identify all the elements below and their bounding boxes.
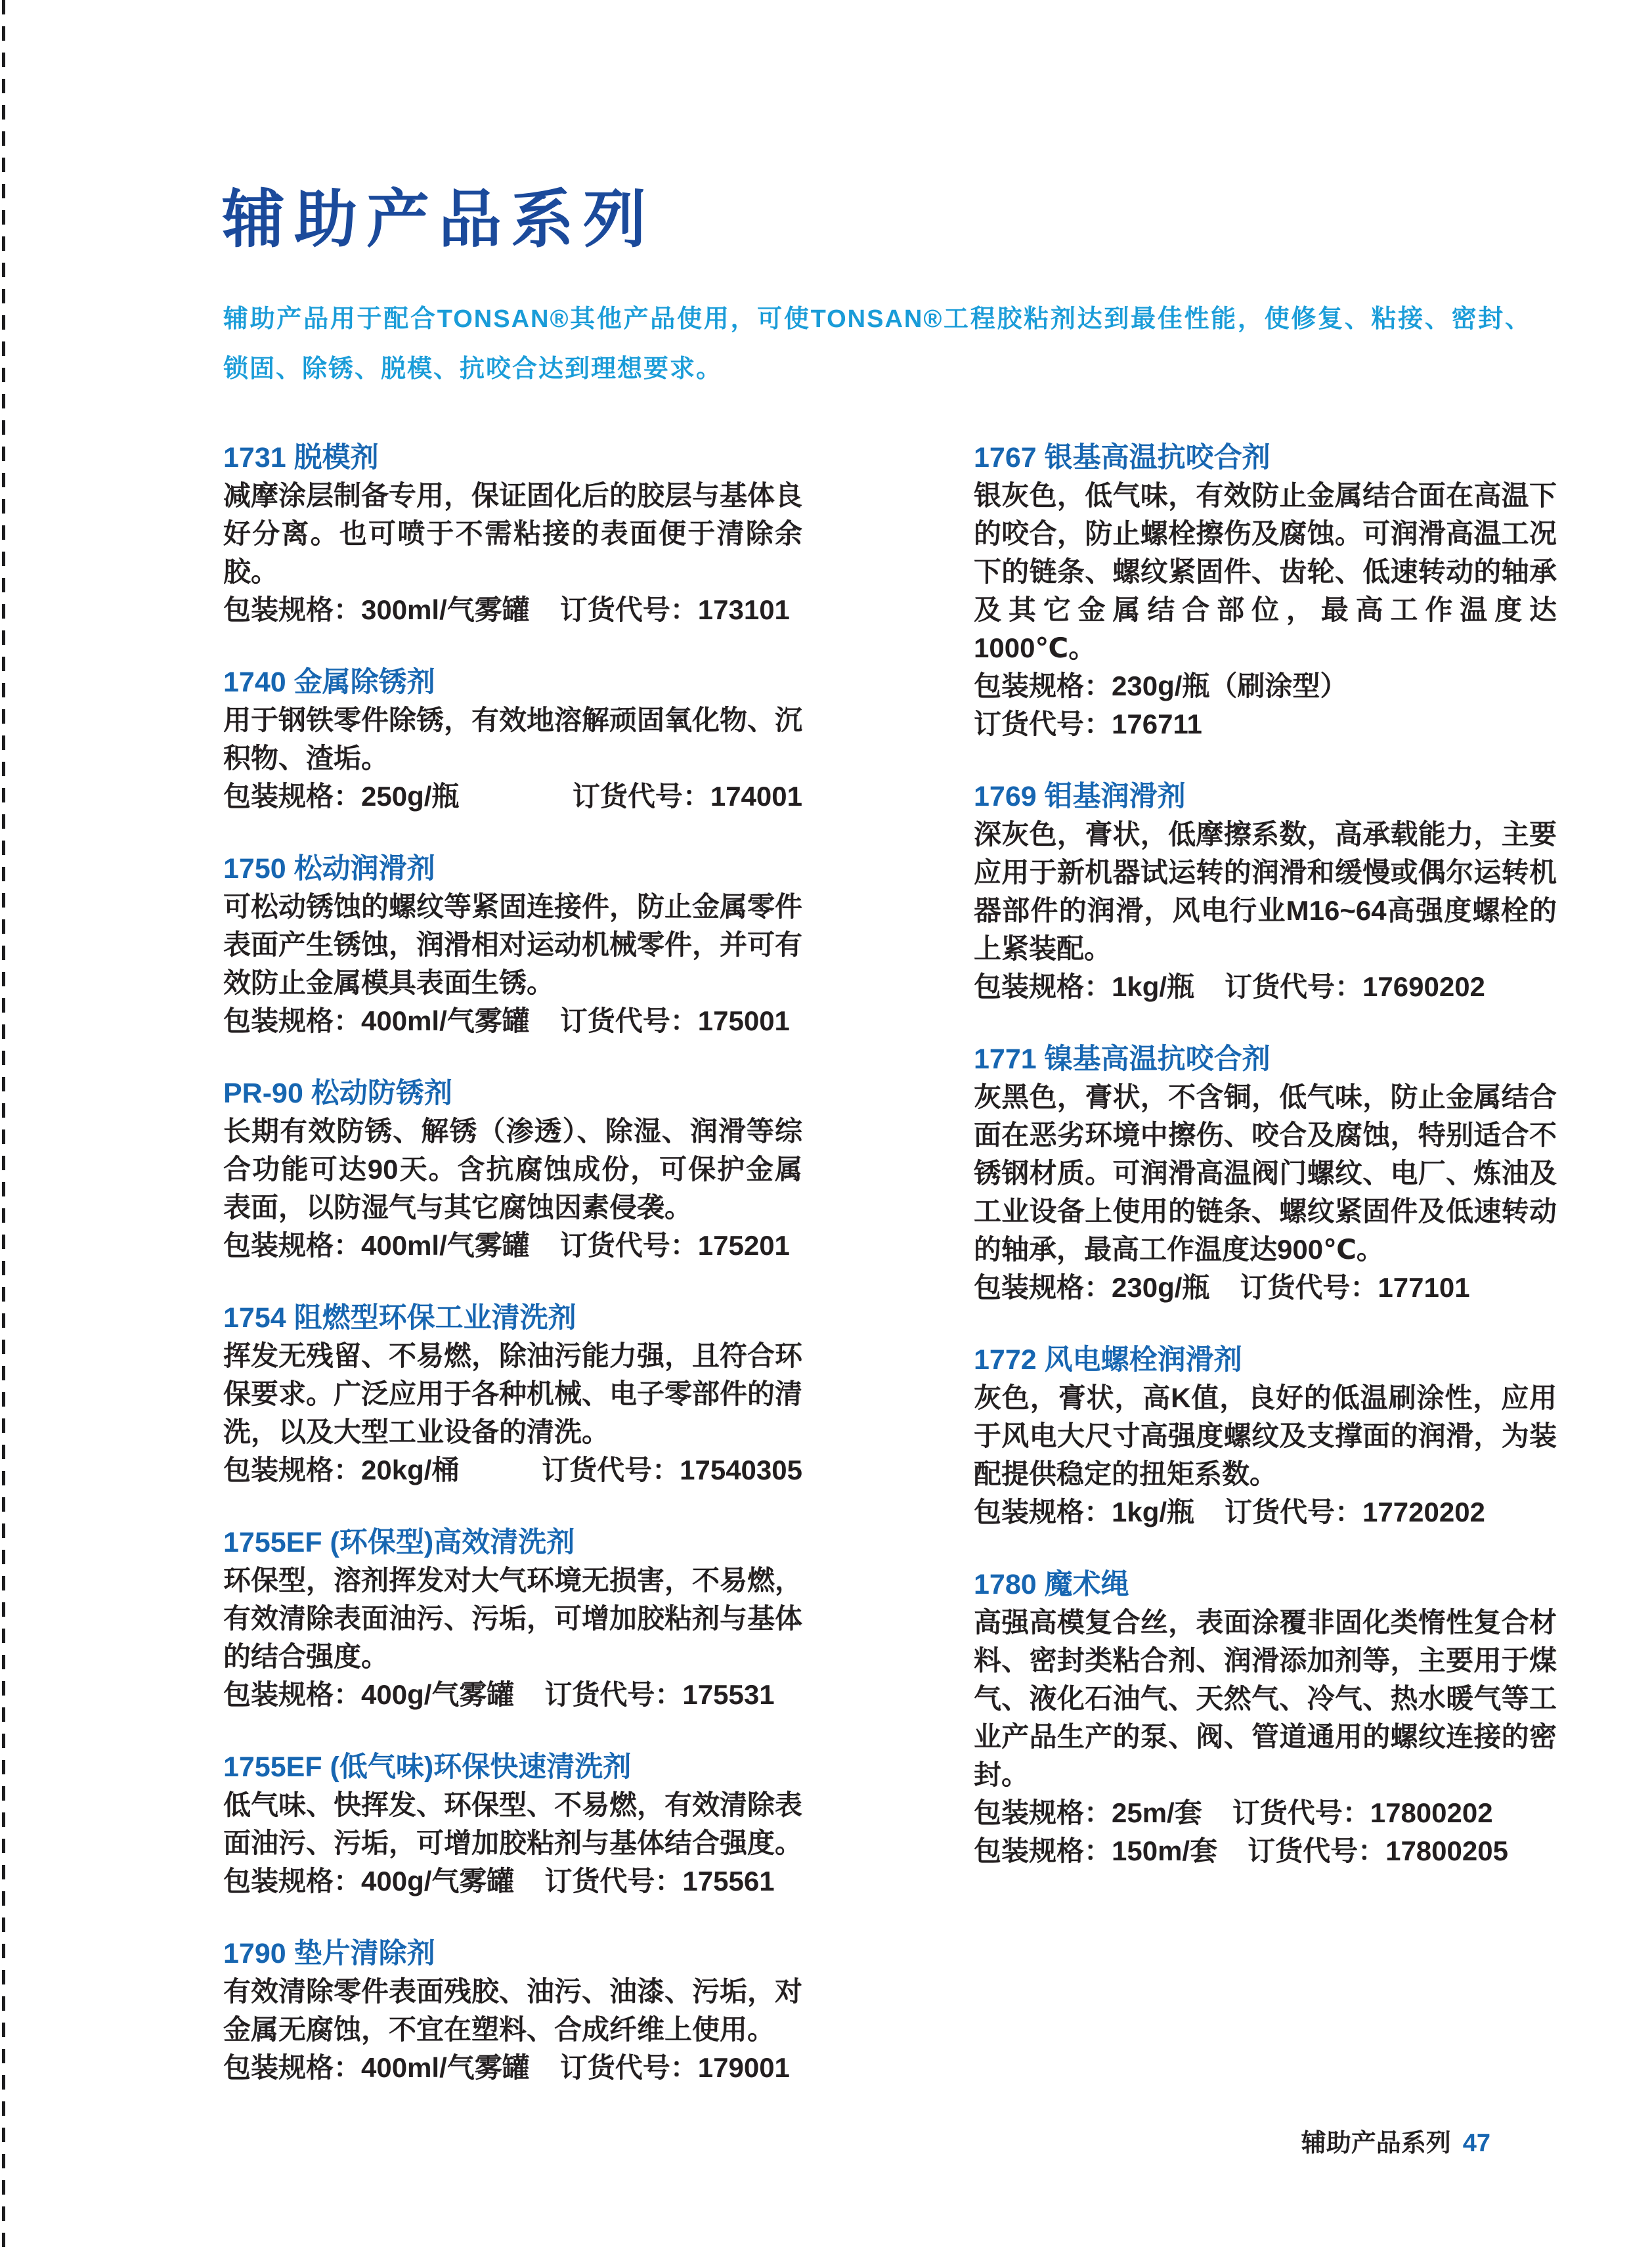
pack-spec: 包装规格：400ml/气雾罐 [223,2052,530,2083]
product-entry-1771 [974,1040,1557,1307]
product-title: 1754 阻燃型环保工业清洗剂 [223,1302,576,1334]
product-spec-row [223,1002,802,1040]
order-code: 订货代号：17800202 [1232,1797,1493,1828]
product-spec-row [223,1862,802,1900]
product-description: 长期有效防锈、解锈（渗透）、除湿、润滑等综合功能可达90天。含抗腐蚀成份，可保护金属表面，以防湿气与其它腐蚀因素侵袭。 [223,1116,802,1223]
order-code: 订货代号：176711 [974,709,1202,739]
product-spec-row [974,1269,1557,1307]
page-footer [1301,2122,1490,2158]
product-spec-row [974,1493,1557,1531]
product-description: 灰色，膏状，高K值，良好的低温刷涂性，应用于风电大尺寸高强度螺纹及支撑面的润滑，为装配提供稳定的扭矩系数。 [974,1382,1557,1489]
order-code: 订货代号：17720202 [1225,1497,1485,1527]
pack-spec: 包装规格：250g/瓶 [223,781,460,812]
product-entry-1790 [223,1935,802,2087]
left-crop-dash-line [2,0,5,2257]
product-entry-1780 [974,1566,1557,1870]
pack-spec: 包装规格：150m/套 [974,1835,1218,1866]
product-title: 1780 魔术绳 [974,1569,1129,1600]
product-title: 1767 银基高温抗咬合剂 [974,442,1271,473]
product-description: 银灰色，低气味，有效防止金属结合面在高温下的咬合，防止螺栓擦伤及腐蚀。可润滑高温工况下的链条、螺纹紧固件、齿轮、低速转动的轴承及其它金属结合部位，最高工作温度达1000℃。 [974,480,1557,663]
pack-spec: 包装规格：400ml/气雾罐 [223,1230,530,1261]
product-spec-row [974,1794,1557,1832]
intro-paragraph: 辅助产品用于配合TONSAN®其他产品使用，可使TONSAN®工程胶粘剂达到最佳性能，使修复、粘接、密封、锁固、除锈、脱模、抗咬合达到理想要求。 [223,305,1531,383]
product-title: 1769 钼基润滑剂 [974,781,1186,812]
product-spec-row [974,667,1557,705]
product-title: 1740 金属除锈剂 [223,667,435,698]
product-title: PR-90 松动防锈剂 [223,1078,452,1109]
product-title: 1731 脱模剂 [223,442,379,473]
product-entry-1740 [223,663,802,816]
product-spec-row [974,1832,1557,1870]
product-spec-row [223,778,802,816]
product-spec-row [223,591,802,629]
product-description: 高强高模复合丝，表面涂覆非固化类惰性复合材料、密封类粘合剂、润滑添加剂等，主要用于煤气、液化石油气、天然气、冷气、热水暖气等工业产品生产的泵、阀、管道通用的螺纹连接的密封。 [974,1607,1557,1790]
order-code: 订货代号：17540305 [542,1455,802,1485]
product-description: 环保型，溶剂挥发对大气环境无损害，不易燃，有效清除表面油污、污垢，可增加胶粘剂与基体的结合强度。 [223,1565,803,1672]
product-description: 低气味、快挥发、环保型、不易燃，有效清除表面油污、污垢，可增加胶粘剂与基体结合强度。 [223,1789,803,1858]
product-description: 深灰色，膏状，低摩擦系数，高承载能力，主要应用于新机器试运转的润滑和缓慢或偶尔运转机器部件的润滑，风电行业M16~64高强度螺栓的上紧装配。 [974,819,1557,964]
pack-spec: 包装规格：230g/瓶 [974,1272,1210,1303]
left-column [223,439,802,2121]
order-code: 订货代号：17800205 [1248,1835,1508,1866]
product-title: 1750 松动润滑剂 [223,853,435,885]
pack-spec: 包装规格：400g/气雾罐 [223,1866,515,1896]
product-title: 1772 风电螺栓润滑剂 [974,1344,1242,1376]
order-code: 订货代号：174001 [572,781,802,812]
right-column [974,439,1557,1904]
order-code: 订货代号：173101 [559,594,790,625]
product-description: 减摩涂层制备专用，保证固化后的胶层与基体良好分离。也可喷于不需粘接的表面便于清除余胶。 [223,480,803,587]
product-spec-row [223,1227,802,1265]
pack-spec: 包装规格：400g/气雾罐 [223,1679,515,1710]
product-description: 有效清除零件表面残胶、油污、油漆、污垢，对金属无腐蚀，不宜在塑料、合成纤维上使用。 [223,1976,803,2045]
product-title: 1755EF (低气味)环保快速清洗剂 [223,1751,632,1783]
product-entry-1731 [223,439,802,629]
product-description: 用于钢铁零件除锈，有效地溶解顽固氧化物、沉积物、渣垢。 [223,705,803,774]
product-spec-row [223,2049,802,2087]
product-spec-row [223,1451,802,1489]
product-description: 可松动锈蚀的螺纹等紧固连接件，防止金属零件表面产生锈蚀，润滑相对运动机械零件，并可有效防止金属模具表面生锈。 [223,891,803,998]
pack-spec: 包装规格：1kg/瓶 [974,971,1195,1002]
footer-page-number: 47 [1462,2130,1490,2157]
order-code: 订货代号：175561 [544,1866,775,1896]
product-title: 1755EF (环保型)高效清洗剂 [223,1527,575,1558]
footer-section-label: 辅助产品系列 [1301,2130,1451,2157]
order-code: 订货代号：179001 [559,2052,790,2083]
product-entry-1750 [223,850,802,1040]
product-spec-row [974,705,1557,743]
product-entry-1755ef-lowodor [223,1748,802,1900]
product-spec-row [974,968,1557,1006]
product-entry-pr90 [223,1074,802,1265]
order-code: 订货代号：175001 [559,1005,790,1036]
pack-spec: 包装规格：1kg/瓶 [974,1497,1195,1527]
pack-spec: 包装规格：230g/瓶（刷涂型） [974,670,1348,701]
product-description: 灰黑色，膏状，不含铜，低气味，防止金属结合面在恶劣环境中擦伤、咬合及腐蚀，特别适合不锈钢材质。可润滑高温阀门螺纹、电厂、炼油及工业设备上使用的链条、螺纹紧固件及低速转动的轴承，最高工作温度达900℃。 [974,1082,1557,1265]
product-entry-1754 [223,1299,802,1489]
product-spec-row [223,1676,802,1714]
product-entry-1755ef-env [223,1523,802,1714]
order-code: 订货代号：177101 [1240,1272,1470,1303]
product-title: 1771 镍基高温抗咬合剂 [974,1043,1271,1075]
product-description: 挥发无残留、不易燃，除油污能力强，且符合环保要求。广泛应用于各种机械、电子零部件的清洗，以及大型工业设备的清洗。 [223,1340,803,1447]
order-code: 订货代号：175201 [559,1230,790,1261]
pack-spec: 包装规格：300ml/气雾罐 [223,594,530,625]
pack-spec: 包装规格：25m/套 [974,1797,1202,1828]
product-entry-1772 [974,1341,1557,1531]
product-entry-1769 [974,778,1557,1006]
product-title: 1790 垫片清除剂 [223,1938,435,1969]
pack-spec: 包装规格：400ml/气雾罐 [223,1005,530,1036]
order-code: 订货代号：17690202 [1225,971,1485,1002]
page-title: 辅助产品系列 [222,185,655,255]
product-entry-1767 [974,439,1557,743]
order-code: 订货代号：175531 [544,1679,775,1710]
pack-spec: 包装规格：20kg/桶 [223,1455,460,1485]
